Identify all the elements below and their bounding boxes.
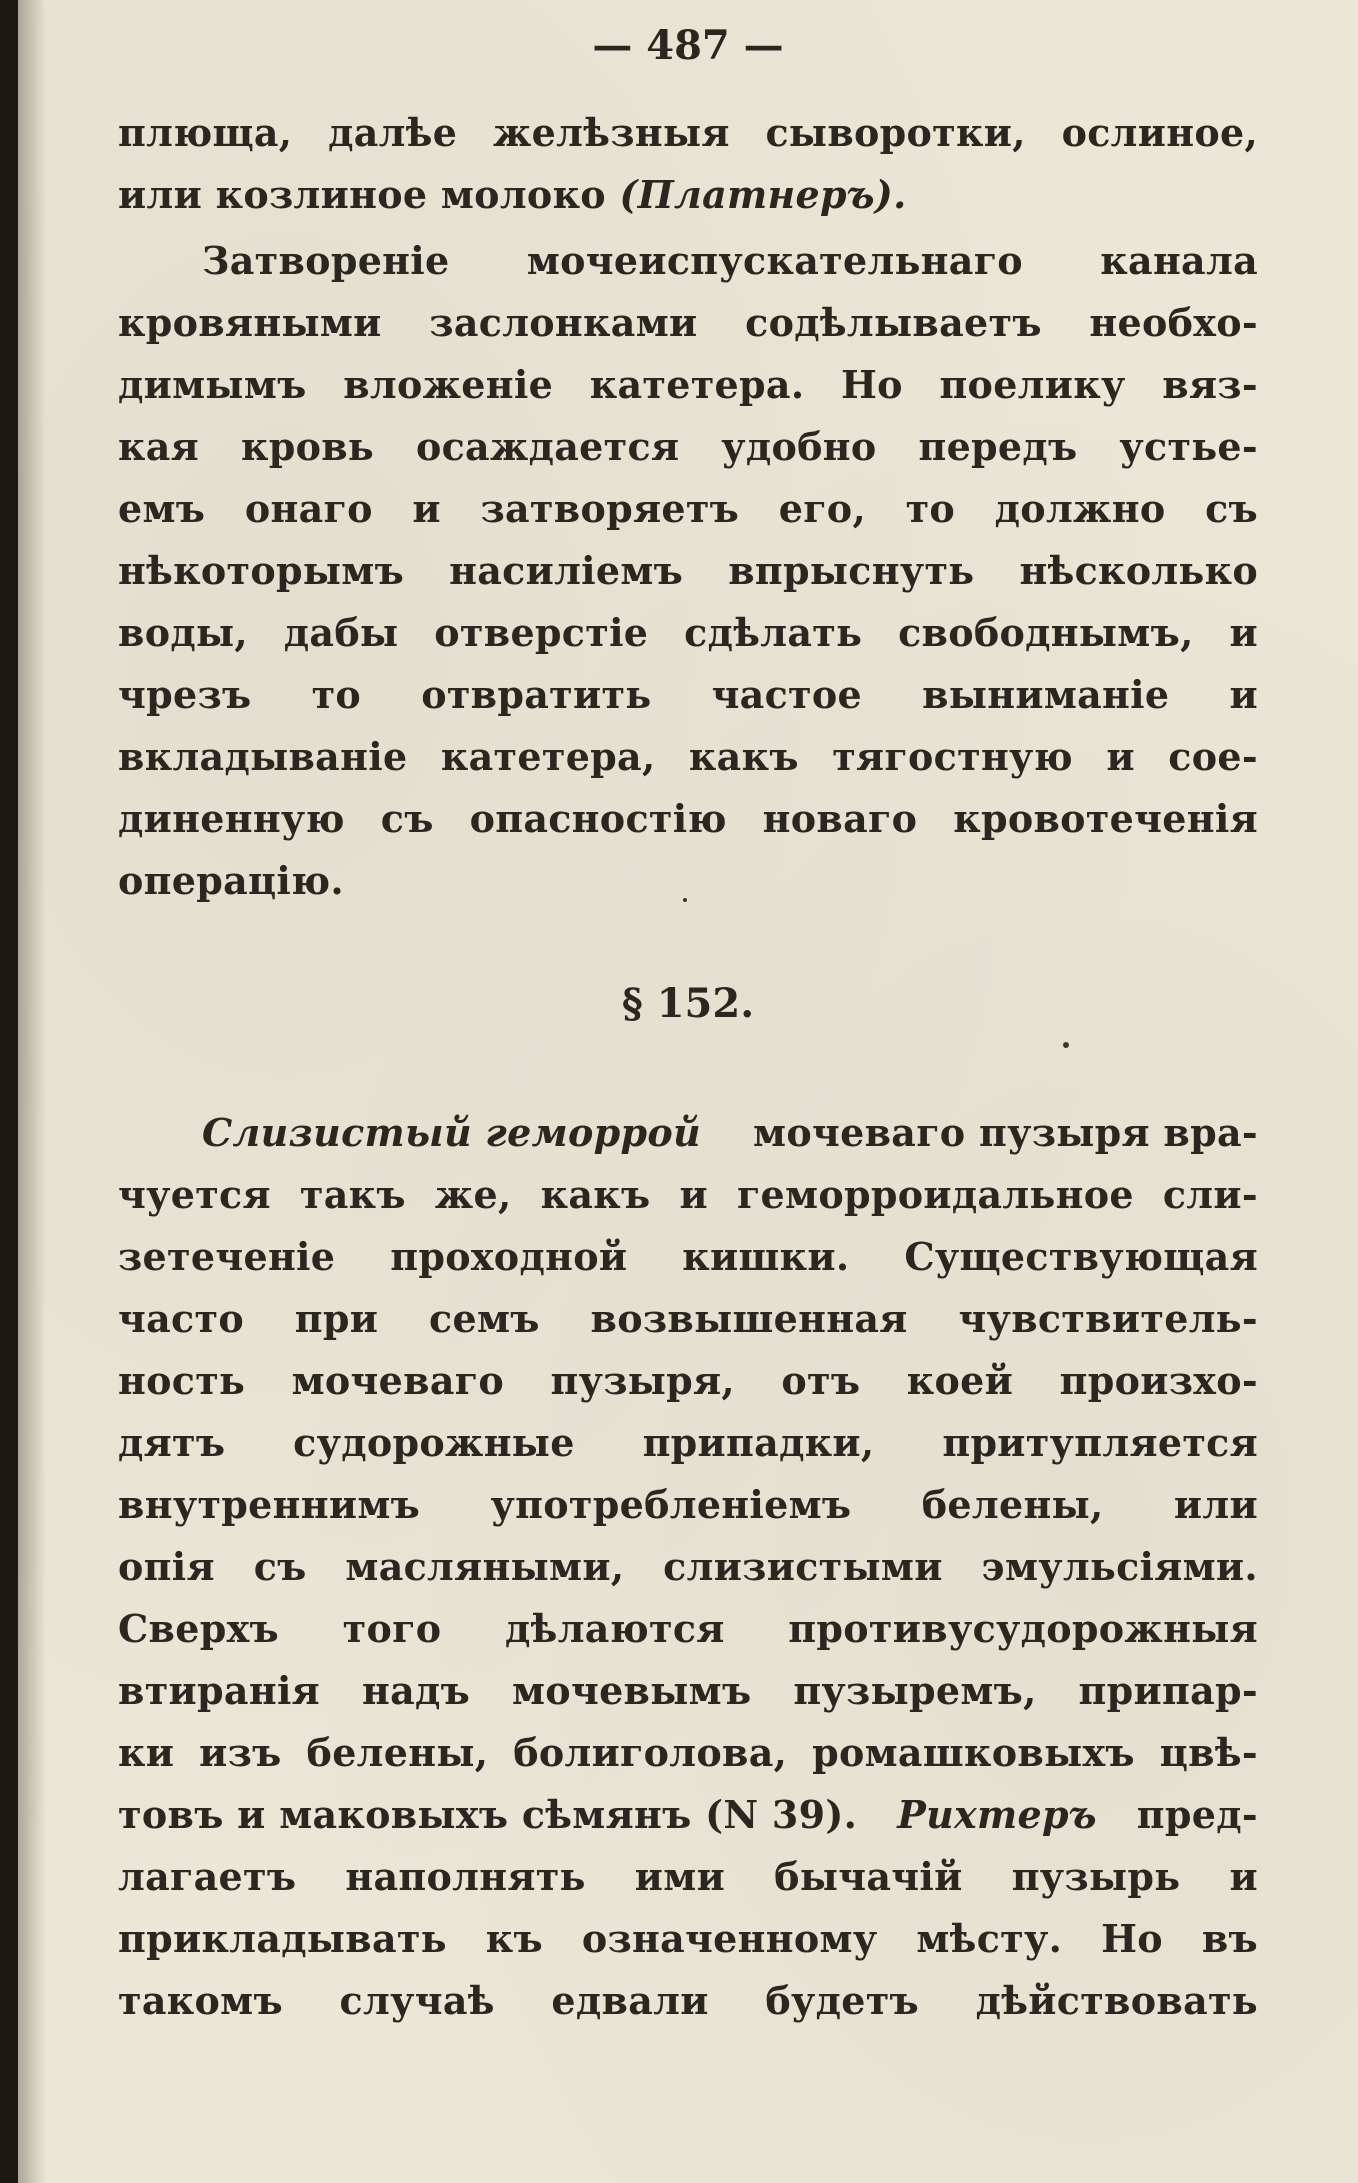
word: возвышенная bbox=[590, 1296, 908, 1341]
word: вложеніе bbox=[343, 362, 554, 407]
paper-speck bbox=[1063, 1042, 1069, 1048]
word: сдѣлать bbox=[684, 610, 863, 655]
text-line bbox=[118, 1606, 1258, 1651]
text-line bbox=[118, 1978, 1258, 2023]
word: затворяетъ bbox=[480, 486, 740, 531]
word: ромашковыхъ bbox=[812, 1730, 1135, 1775]
text-line bbox=[118, 548, 1258, 593]
word: его, bbox=[778, 486, 866, 531]
text-line bbox=[118, 362, 1258, 407]
word: припар- bbox=[1078, 1668, 1258, 1713]
word: онаго bbox=[244, 486, 373, 531]
word: какъ bbox=[688, 734, 799, 779]
word: къ bbox=[485, 1916, 543, 1961]
text-line: или козлиное молоко (Платнеръ). bbox=[118, 172, 907, 217]
word: случаѣ bbox=[339, 1978, 495, 2023]
word: изъ bbox=[199, 1730, 282, 1775]
word: дѣлаются bbox=[505, 1606, 725, 1651]
text-line bbox=[118, 1358, 1258, 1403]
word: должно bbox=[994, 486, 1166, 531]
word: судорожные bbox=[293, 1420, 575, 1465]
word: коей bbox=[906, 1358, 1014, 1403]
word: пузырь bbox=[1011, 1854, 1181, 1899]
word: втиранія bbox=[118, 1668, 321, 1713]
word: же, bbox=[434, 1172, 512, 1217]
word: нѣкоторымъ bbox=[118, 548, 405, 593]
word: мочеваго bbox=[291, 1358, 504, 1403]
word: того bbox=[342, 1606, 442, 1651]
word: противусудорожныя bbox=[788, 1606, 1258, 1651]
word: осаждается bbox=[415, 424, 680, 469]
word: катетера. bbox=[589, 362, 805, 407]
word: Существующая bbox=[904, 1234, 1258, 1279]
word: такъ bbox=[299, 1172, 406, 1217]
word: нѣсколько bbox=[1019, 548, 1258, 593]
paper-speck bbox=[683, 898, 687, 902]
word: съ bbox=[253, 1544, 307, 1589]
word: геморроидальное bbox=[736, 1172, 1134, 1217]
word: канала bbox=[1100, 238, 1258, 283]
text-line bbox=[118, 796, 1258, 841]
word: опасностію bbox=[469, 796, 727, 841]
word: Но bbox=[1101, 1916, 1163, 1961]
word: при bbox=[294, 1296, 379, 1341]
word: вяз- bbox=[1162, 362, 1258, 407]
section-heading: § 152. bbox=[621, 980, 755, 1027]
word: свободнымъ, bbox=[898, 610, 1194, 655]
word: кровяными bbox=[118, 300, 382, 345]
text-line bbox=[118, 1234, 1258, 1279]
word: употребленіемъ bbox=[490, 1482, 852, 1527]
word: проходной bbox=[390, 1234, 628, 1279]
word: Затвореніе bbox=[202, 238, 450, 283]
word: или bbox=[1173, 1482, 1258, 1527]
word: слизистыми bbox=[663, 1544, 943, 1589]
text-line bbox=[118, 672, 1258, 717]
word: мѣсту. bbox=[916, 1916, 1063, 1961]
word: содѣлываетъ bbox=[745, 300, 1042, 345]
text-line: операцію. bbox=[118, 858, 344, 903]
word: емъ bbox=[118, 486, 206, 531]
word: дѣйствовать bbox=[975, 1978, 1258, 2023]
word: эмульсіями. bbox=[981, 1544, 1258, 1589]
word: плюща, bbox=[118, 110, 293, 155]
word: выниманіе bbox=[922, 672, 1170, 717]
word: то bbox=[311, 672, 362, 717]
word: зетеченіе bbox=[118, 1234, 336, 1279]
word: передъ bbox=[918, 424, 1078, 469]
word: впрыснуть bbox=[728, 548, 975, 593]
word: такомъ bbox=[118, 1978, 283, 2023]
text-line bbox=[118, 424, 1258, 469]
word: цвѣ- bbox=[1159, 1730, 1258, 1775]
word: и bbox=[1229, 1854, 1258, 1899]
text-line bbox=[118, 110, 1258, 155]
word: прикладывать bbox=[118, 1916, 447, 1961]
word: масляными, bbox=[345, 1544, 625, 1589]
word: произхо- bbox=[1059, 1358, 1258, 1403]
word: отверстіе bbox=[434, 610, 649, 655]
text-line bbox=[118, 1668, 1258, 1713]
word: белены, bbox=[306, 1730, 489, 1775]
text-line bbox=[118, 1420, 1258, 1465]
word: поелику bbox=[939, 362, 1126, 407]
word: ки bbox=[118, 1730, 175, 1775]
word: лагаетъ bbox=[118, 1854, 297, 1899]
word: въ bbox=[1201, 1916, 1258, 1961]
book-page bbox=[18, 0, 1358, 2183]
text-line bbox=[202, 238, 1258, 283]
word: внутреннимъ bbox=[118, 1482, 421, 1527]
word: вкладываніе bbox=[118, 734, 408, 779]
word: отвратить bbox=[421, 672, 652, 717]
word: желѣзныя bbox=[493, 110, 730, 155]
text-line bbox=[118, 1296, 1258, 1341]
word: съ bbox=[380, 796, 434, 841]
word: означенному bbox=[581, 1916, 878, 1961]
word: чуется bbox=[118, 1172, 271, 1217]
word: мочевымъ bbox=[512, 1668, 752, 1713]
word: болиголова, bbox=[513, 1730, 788, 1775]
text-line: Слизистый геморрой мочеваго пузыря вра- bbox=[202, 1110, 1258, 1155]
word: часто bbox=[118, 1296, 244, 1341]
text-line bbox=[118, 734, 1258, 779]
word: ослиное, bbox=[1061, 110, 1258, 155]
word: сыворотки, bbox=[765, 110, 1026, 155]
word: семъ bbox=[429, 1296, 540, 1341]
word: и bbox=[679, 1172, 708, 1217]
word: димымъ bbox=[118, 362, 307, 407]
word: съ bbox=[1205, 486, 1258, 531]
word: удобно bbox=[721, 424, 877, 469]
word: бычачій bbox=[774, 1854, 963, 1899]
word: едвали bbox=[551, 1978, 709, 2023]
text-line bbox=[118, 1172, 1258, 1217]
word: опія bbox=[118, 1544, 215, 1589]
word: притупляется bbox=[942, 1420, 1258, 1465]
word: белены, bbox=[921, 1482, 1104, 1527]
word: и bbox=[1229, 610, 1258, 655]
text-line bbox=[118, 486, 1258, 531]
page-gutter-shadow bbox=[18, 0, 46, 2183]
word: наполнять bbox=[345, 1854, 586, 1899]
word: пузыремъ, bbox=[793, 1668, 1037, 1713]
text-line bbox=[118, 610, 1258, 655]
word: отъ bbox=[781, 1358, 861, 1403]
word: ность bbox=[118, 1358, 246, 1403]
word: воды, bbox=[118, 610, 248, 655]
word: новаго bbox=[762, 796, 918, 841]
word: кишки. bbox=[682, 1234, 850, 1279]
text-line bbox=[118, 1854, 1258, 1899]
word: какъ bbox=[540, 1172, 651, 1217]
text-line bbox=[118, 1916, 1258, 1961]
word: диненную bbox=[118, 796, 345, 841]
word: чувствитель- bbox=[958, 1296, 1258, 1341]
word: будетъ bbox=[765, 1978, 919, 2023]
text-line: товъ и маковыхъ сѣмянъ (N 39). Рихтеръ пред- bbox=[118, 1792, 1258, 1837]
text-line bbox=[118, 1482, 1258, 1527]
word: катетера, bbox=[440, 734, 656, 779]
word: Но bbox=[840, 362, 903, 407]
word: ими bbox=[634, 1854, 726, 1899]
word: и bbox=[412, 486, 441, 531]
word: сое- bbox=[1168, 734, 1258, 779]
word: надъ bbox=[361, 1668, 471, 1713]
word: кровотеченія bbox=[953, 796, 1258, 841]
word: сли- bbox=[1162, 1172, 1258, 1217]
word: кая bbox=[118, 424, 200, 469]
text-line bbox=[118, 1730, 1258, 1775]
word: и bbox=[1106, 734, 1135, 779]
word: частое bbox=[711, 672, 863, 717]
word: кровь bbox=[240, 424, 375, 469]
word: то bbox=[905, 486, 956, 531]
word: припадки, bbox=[642, 1420, 875, 1465]
word: чрезъ bbox=[118, 672, 252, 717]
word: дятъ bbox=[118, 1420, 226, 1465]
word: мочеиспускательнаго bbox=[526, 238, 1023, 283]
word: устье- bbox=[1119, 424, 1258, 469]
word: необхо- bbox=[1089, 300, 1258, 345]
word: и bbox=[1229, 672, 1258, 717]
word: далѣе bbox=[328, 110, 458, 155]
word: Сверхъ bbox=[118, 1606, 279, 1651]
word: пузыря, bbox=[550, 1358, 735, 1403]
word: тягостную bbox=[832, 734, 1073, 779]
text-line bbox=[118, 300, 1258, 345]
word: заслонками bbox=[429, 300, 698, 345]
word: насиліемъ bbox=[449, 548, 684, 593]
page-number: — 487 — bbox=[592, 22, 784, 69]
text-line bbox=[118, 1544, 1258, 1589]
word: дабы bbox=[283, 610, 399, 655]
